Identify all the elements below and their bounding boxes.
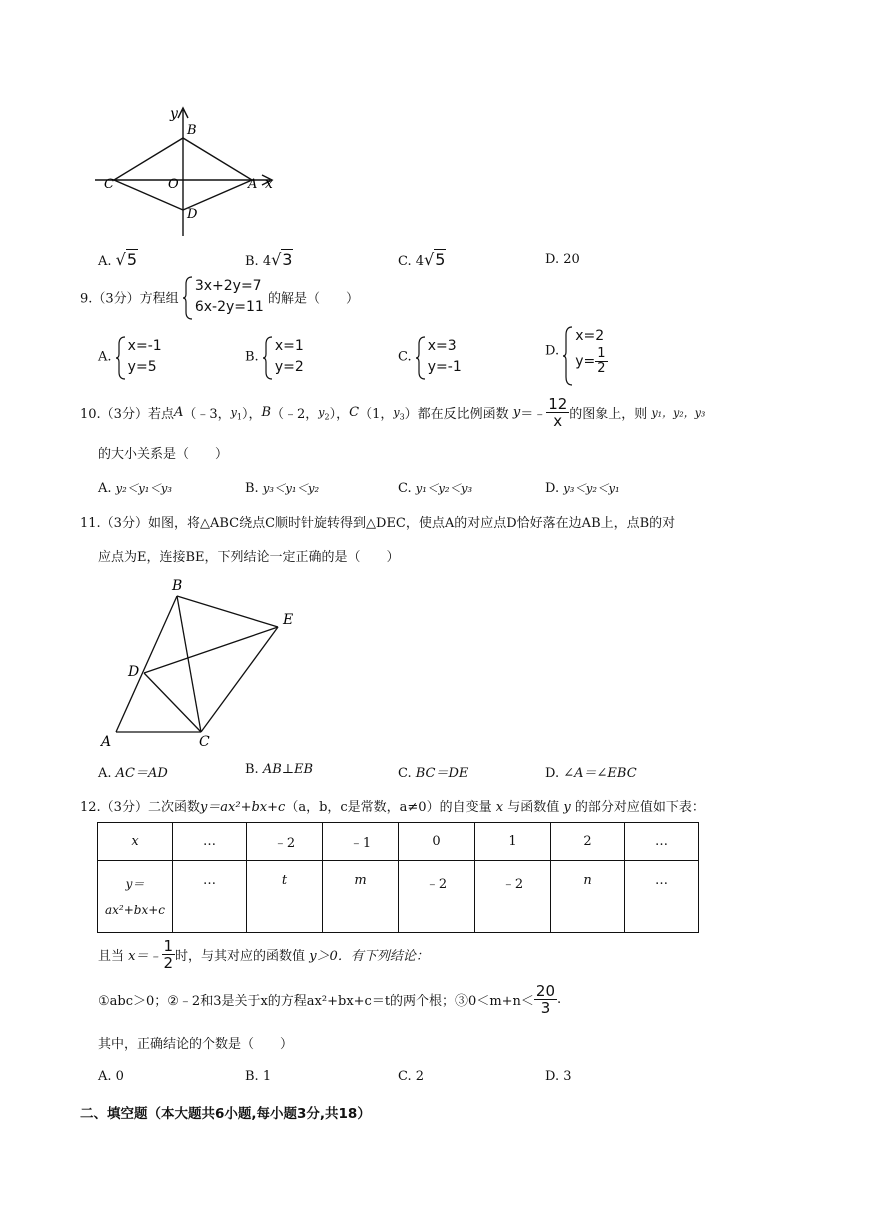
axis-label-y: y	[170, 106, 178, 122]
q8-option-b[interactable]: B. 4√3	[245, 250, 293, 269]
q12-stem: 12.（3分）二次函数y＝ax²+bx+c（a，b，c是常数，a≠0）的自变量 x 与函数值 y 的部分对应值如下表：	[80, 800, 705, 815]
table-cell: t	[247, 861, 323, 933]
rhombus-figure	[90, 100, 290, 240]
q12-question: 其中，正确结论的个数是（ ）	[98, 1037, 294, 1052]
q12-option-b[interactable]: B. 1	[245, 1069, 272, 1084]
table-cell: 0	[399, 823, 475, 861]
table-row	[98, 861, 699, 933]
axis-label-x: x	[265, 176, 273, 192]
table-cell: ﹣2	[399, 861, 475, 933]
point-label-B: B	[187, 123, 197, 138]
fig11-label-C: C	[199, 734, 210, 750]
table-cell: …	[173, 861, 247, 933]
table-cell: …	[173, 823, 247, 861]
q12-option-a[interactable]: A. 0	[98, 1069, 124, 1084]
q11-stem-line1: 11.（3分）如图，将△ABC绕点C顺时针旋转得到△DEC，使点A的对应点D恰好落在边AB上，点B的对	[80, 516, 676, 531]
q10-option-b[interactable]: B. y₃＜y₁＜y₂	[245, 481, 320, 496]
fig11-label-B: B	[172, 578, 183, 594]
q11-option-c[interactable]: C. BC＝DE	[398, 766, 469, 781]
table-cell: m	[323, 861, 399, 933]
q9-option-c[interactable]: C. x=3 y=-1	[398, 336, 462, 378]
q12-option-d[interactable]: D. 3	[545, 1069, 572, 1084]
q9-option-d[interactable]: D. x=2 y= $\frac{1}{2}$	[545, 326, 608, 376]
q11-option-b[interactable]: B. AB⊥EB	[245, 762, 314, 777]
q9-stem: 9.（3分）方程组 3x+2y=7 6x-2y=11 的解是（ ）	[80, 276, 359, 318]
table-cell: …	[625, 823, 699, 861]
q10-option-a[interactable]: A. y₂＜y₁＜y₃	[98, 481, 172, 496]
table-cell: x	[98, 823, 173, 861]
q11-option-a[interactable]: A. AC＝AD	[98, 766, 168, 781]
q10-stem-line1: 10.（3分）若点A（﹣3，$y_1$），B（﹣2，$y_2$），C（1，$y_3$）都在反比例函数 y＝﹣ $\frac{12}{x}$ 的图象上，则 y₁，y₂，y₃	[80, 395, 706, 430]
table-cell: 2	[551, 823, 625, 861]
point-label-C: C	[104, 177, 114, 192]
table-cell: …	[625, 861, 699, 933]
q11-option-d[interactable]: D. ∠A＝∠EBC	[545, 766, 637, 781]
fig11-label-D: D	[128, 664, 140, 680]
table-cell: ﹣2	[475, 861, 551, 933]
q12-conclusions: ①abc＞0；②﹣2和3是关于x的方程ax²+bx+c＝t的两个根；③0＜m+n＜ $\frac{20}{3}$ .	[98, 982, 562, 1017]
q8-option-d[interactable]: D. 20	[545, 252, 580, 267]
fig11-label-E: E	[283, 612, 294, 628]
table-cell: ﹣1	[323, 823, 399, 861]
table-cell: n	[551, 861, 625, 933]
point-label-A: A	[248, 177, 258, 192]
point-label-O: O	[168, 177, 179, 192]
q12-condition: 且当 x＝﹣ $\frac{1}{2}$ 时，与其对应的函数值 y＞0．有下列结论：	[98, 937, 429, 972]
table-cell: 1	[475, 823, 551, 861]
section-heading-fill-in: 二、填空题（本大题共6小题,每小题3分,共18）	[80, 1106, 371, 1122]
q10-option-d[interactable]: D. y₃＜y₂＜y₁	[545, 481, 620, 496]
table-row	[98, 823, 699, 861]
q12-option-c[interactable]: C. 2	[398, 1069, 425, 1084]
value-table	[97, 822, 699, 933]
table-cell: ﹣2	[247, 823, 323, 861]
point-label-D: D	[187, 207, 198, 222]
table-row-header: y＝ ax²+bx+c	[98, 861, 173, 933]
q10-stem-line2: 的大小关系是（ ）	[98, 447, 229, 462]
q11-stem-line2: 应点为E，连接BE，下列结论一定正确的是（ ）	[98, 550, 400, 565]
q9-option-b[interactable]: B. x=1 y=2	[245, 336, 304, 378]
q9-option-a[interactable]: A. x=-1 y=5	[98, 336, 162, 378]
triangle-rotation-figure	[95, 572, 310, 757]
fig11-label-A: A	[101, 734, 112, 750]
q10-option-c[interactable]: C. y₁＜y₂＜y₃	[398, 481, 473, 496]
q8-option-a[interactable]: A. √5	[98, 250, 138, 269]
q8-option-c[interactable]: C. 4√5	[398, 250, 446, 269]
